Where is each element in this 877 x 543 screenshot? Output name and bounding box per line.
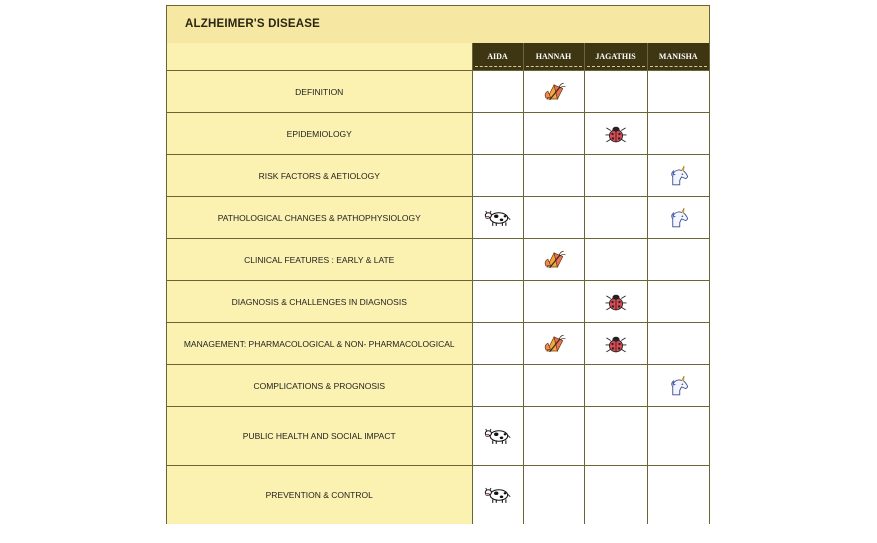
column-header-manisha: MANISHA xyxy=(647,43,709,71)
topic-cell: PREVENTION & CONTROL xyxy=(167,466,472,524)
cow-icon xyxy=(484,207,512,229)
assignment-cell-aida[interactable] xyxy=(472,197,523,239)
table-row xyxy=(167,239,709,281)
title-bar xyxy=(167,6,709,44)
table-row xyxy=(167,407,709,466)
table-row xyxy=(167,155,709,197)
butterfly-icon xyxy=(540,81,568,103)
assignment-cell-jagathis[interactable] xyxy=(584,239,647,281)
column-header-hannah: HANNAH xyxy=(523,43,584,71)
assignment-cell-jagathis[interactable] xyxy=(584,365,647,407)
table-row xyxy=(167,466,709,524)
assignment-cell-aida[interactable] xyxy=(472,466,523,524)
assignment-cell-aida[interactable] xyxy=(472,113,523,155)
assignment-cell-manisha[interactable] xyxy=(647,466,709,524)
assignment-cell-hannah[interactable] xyxy=(523,197,584,239)
assignment-cell-jagathis[interactable] xyxy=(584,407,647,466)
topic-cell: EPIDEMIOLOGY xyxy=(167,113,472,155)
column-header-jagathis: JAGATHIS xyxy=(584,43,647,71)
assignment-cell-manisha[interactable] xyxy=(647,407,709,466)
cow-icon xyxy=(484,425,512,447)
assignment-cell-manisha[interactable] xyxy=(647,239,709,281)
header-row xyxy=(167,43,709,71)
assignment-cell-aida[interactable] xyxy=(472,281,523,323)
assignment-cell-hannah[interactable] xyxy=(523,239,584,281)
assignment-board xyxy=(166,5,710,524)
assignment-cell-hannah[interactable] xyxy=(523,281,584,323)
table-row xyxy=(167,365,709,407)
unicorn-icon xyxy=(664,375,692,397)
unicorn-icon xyxy=(664,165,692,187)
assignment-table xyxy=(167,43,709,524)
cow-icon xyxy=(484,484,512,506)
assignment-cell-manisha[interactable] xyxy=(647,113,709,155)
assignment-cell-hannah[interactable] xyxy=(523,466,584,524)
assignment-cell-hannah[interactable] xyxy=(523,407,584,466)
ladybug-icon xyxy=(602,291,630,313)
ladybug-icon xyxy=(602,333,630,355)
column-header-aida: AIDA xyxy=(472,43,523,71)
topic-cell: MANAGEMENT: PHARMACOLOGICAL & NON- PHARMACOLOGICAL xyxy=(167,323,472,365)
assignment-cell-jagathis[interactable] xyxy=(584,155,647,197)
assignment-cell-hannah[interactable] xyxy=(523,323,584,365)
topic-cell: CLINICAL FEATURES : EARLY & LATE xyxy=(167,239,472,281)
assignment-cell-hannah[interactable] xyxy=(523,113,584,155)
topic-cell: PATHOLOGICAL CHANGES & PATHOPHYSIOLOGY xyxy=(167,197,472,239)
ladybug-icon xyxy=(602,123,630,145)
assignment-cell-manisha[interactable] xyxy=(647,281,709,323)
assignment-cell-jagathis[interactable] xyxy=(584,113,647,155)
assignment-cell-manisha[interactable] xyxy=(647,365,709,407)
assignment-cell-manisha[interactable] xyxy=(647,71,709,113)
assignment-cell-aida[interactable] xyxy=(472,71,523,113)
topic-cell: COMPLICATIONS & PROGNOSIS xyxy=(167,365,472,407)
assignment-cell-manisha[interactable] xyxy=(647,155,709,197)
assignment-cell-hannah[interactable] xyxy=(523,155,584,197)
table-row xyxy=(167,323,709,365)
assignment-cell-aida[interactable] xyxy=(472,323,523,365)
assignment-cell-manisha[interactable] xyxy=(647,323,709,365)
assignment-cell-manisha[interactable] xyxy=(647,197,709,239)
butterfly-icon xyxy=(540,249,568,271)
table-row xyxy=(167,281,709,323)
assignment-cell-jagathis[interactable] xyxy=(584,281,647,323)
assignment-cell-jagathis[interactable] xyxy=(584,197,647,239)
assignment-cell-aida[interactable] xyxy=(472,365,523,407)
assignment-cell-jagathis[interactable] xyxy=(584,323,647,365)
assignment-cell-jagathis[interactable] xyxy=(584,466,647,524)
table-row xyxy=(167,197,709,239)
assignment-cell-hannah[interactable] xyxy=(523,71,584,113)
page-title: ALZHEIMER'S DISEASE xyxy=(185,18,320,30)
header-topic-blank xyxy=(167,43,472,71)
assignment-cell-hannah[interactable] xyxy=(523,365,584,407)
butterfly-icon xyxy=(540,333,568,355)
table-row xyxy=(167,71,709,113)
topic-cell: DIAGNOSIS & CHALLENGES IN DIAGNOSIS xyxy=(167,281,472,323)
assignment-cell-aida[interactable] xyxy=(472,239,523,281)
topic-cell: DEFINITION xyxy=(167,71,472,113)
topic-cell: RISK FACTORS & AETIOLOGY xyxy=(167,155,472,197)
table-row xyxy=(167,113,709,155)
assignment-cell-jagathis[interactable] xyxy=(584,71,647,113)
topic-cell: PUBLIC HEALTH AND SOCIAL IMPACT xyxy=(167,407,472,466)
assignment-cell-aida[interactable] xyxy=(472,155,523,197)
assignment-cell-aida[interactable] xyxy=(472,407,523,466)
unicorn-icon xyxy=(664,207,692,229)
